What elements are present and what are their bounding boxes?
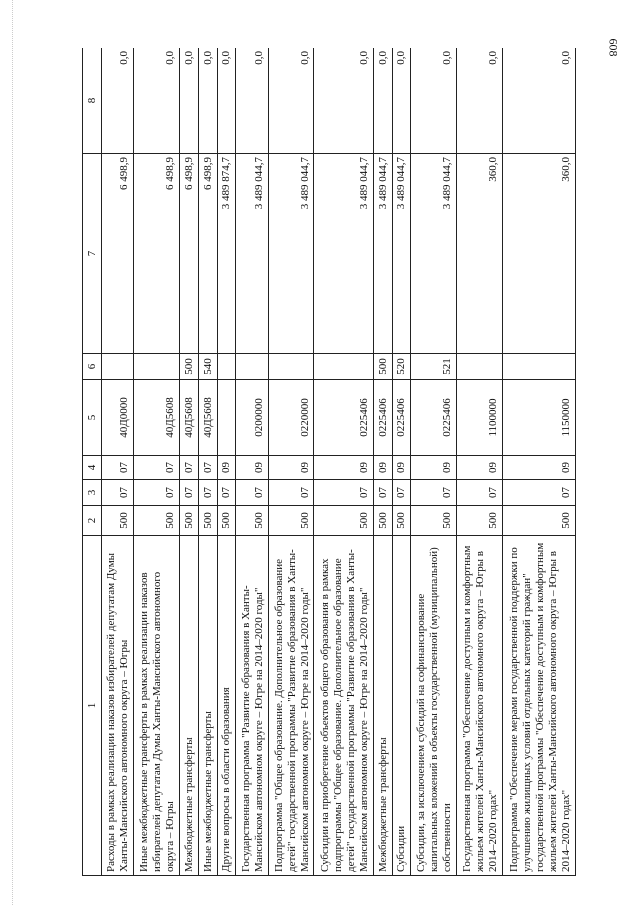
- row-description: Расходы в рамках реализации наказов избирателей депутатам Думы Ханты-Мансийского автономного округа – Югры: [102, 536, 134, 876]
- expense-type-code: 540: [198, 354, 217, 380]
- admin-code: 500: [236, 506, 268, 536]
- admin-code: 500: [268, 506, 314, 536]
- subsection-code: 07: [180, 456, 199, 480]
- amount-value: 6 498,9: [180, 154, 199, 354]
- amount-value: 3 489 044,7: [314, 154, 373, 354]
- admin-code: 500: [373, 506, 392, 536]
- section-code: 07: [373, 480, 392, 506]
- subsection-code: 09: [268, 456, 314, 480]
- column-header: 7: [83, 154, 102, 354]
- table-row: [217, 48, 236, 876]
- target-item-code: 0225406: [392, 380, 411, 456]
- expense-type-code: [217, 354, 236, 380]
- subsection-code: 07: [134, 456, 180, 480]
- amount-value: 3 489 874,7: [217, 154, 236, 354]
- margin-guide: [12, 0, 13, 905]
- expense-type-code: [502, 354, 575, 380]
- admin-code: 500: [217, 506, 236, 536]
- section-code: 07: [268, 480, 314, 506]
- subsection-code: 07: [102, 456, 134, 480]
- table-header-row: [83, 48, 102, 876]
- column-header: 4: [83, 456, 102, 480]
- expense-type-code: 520: [392, 354, 411, 380]
- target-item-code: 0225406: [373, 380, 392, 456]
- amount-value-2: 0,0: [314, 48, 373, 154]
- amount-value: 6 498,9: [198, 154, 217, 354]
- target-item-code: 1150000: [502, 380, 575, 456]
- admin-code: 500: [198, 506, 217, 536]
- admin-code: 500: [180, 506, 199, 536]
- amount-value: 3 489 044,7: [392, 154, 411, 354]
- admin-code: 500: [411, 506, 457, 536]
- section-code: 07: [134, 480, 180, 506]
- table-container: [82, 48, 576, 876]
- section-code: 07: [411, 480, 457, 506]
- amount-value-2: 0,0: [373, 48, 392, 154]
- expense-type-code: [314, 354, 373, 380]
- budget-table: [82, 48, 576, 876]
- expense-type-code: [457, 354, 503, 380]
- section-code: 07: [314, 480, 373, 506]
- section-code: 07: [217, 480, 236, 506]
- row-description: Субсидии: [392, 536, 411, 876]
- section-code: 07: [392, 480, 411, 506]
- amount-value: 6 498,9: [102, 154, 134, 354]
- amount-value-2: 0,0: [411, 48, 457, 154]
- section-code: 07: [180, 480, 199, 506]
- target-item-code: 40Д5608: [180, 380, 199, 456]
- page-number: 608: [606, 38, 621, 57]
- section-code: 07: [102, 480, 134, 506]
- row-description: Межбюджетные трансферты: [373, 536, 392, 876]
- row-description: Межбюджетные трансферты: [180, 536, 199, 876]
- amount-value-2: 0,0: [392, 48, 411, 154]
- target-item-code: 1100000: [457, 380, 503, 456]
- subsection-code: 09: [502, 456, 575, 480]
- amount-value: 3 489 044,7: [268, 154, 314, 354]
- expense-type-code: [268, 354, 314, 380]
- target-item-code: 0225406: [314, 380, 373, 456]
- amount-value-2: 0,0: [502, 48, 575, 154]
- subsection-code: 09: [236, 456, 268, 480]
- amount-value-2: 0,0: [134, 48, 180, 154]
- column-header: 2: [83, 506, 102, 536]
- target-item-code: 0225406: [411, 380, 457, 456]
- table-row: [314, 48, 373, 876]
- table-row: [457, 48, 503, 876]
- table-row: [502, 48, 575, 876]
- amount-value-2: 0,0: [102, 48, 134, 154]
- expense-type-code: [236, 354, 268, 380]
- row-description: Государственная программа "Обеспечение доступным и комфортным жильем жителей Ханты-Мансийского автономного округа – Югры в 2014–2020 годах": [457, 536, 503, 876]
- amount-value: 3 489 044,7: [236, 154, 268, 354]
- table-row: [392, 48, 411, 876]
- table-row: [373, 48, 392, 876]
- row-description: Иные межбюджетные трансферты: [198, 536, 217, 876]
- rotated-table-wrapper: [82, 48, 576, 876]
- target-item-code: 0220000: [268, 380, 314, 456]
- table-row: [198, 48, 217, 876]
- amount-value-2: 0,0: [236, 48, 268, 154]
- section-code: 07: [457, 480, 503, 506]
- column-header: 6: [83, 354, 102, 380]
- subsection-code: 07: [198, 456, 217, 480]
- amount-value-2: 0,0: [217, 48, 236, 154]
- amount-value: 3 489 044,7: [373, 154, 392, 354]
- admin-code: 500: [502, 506, 575, 536]
- table-row: [134, 48, 180, 876]
- table-row: [268, 48, 314, 876]
- subsection-code: 09: [411, 456, 457, 480]
- amount-value-2: 0,0: [198, 48, 217, 154]
- row-description: Другие вопросы в области образования: [217, 536, 236, 876]
- column-header: 5: [83, 380, 102, 456]
- row-description: Субсидии, за исключением субсидий на софинансирование капитальных вложений в объекты государственной (муниципальной) собственности: [411, 536, 457, 876]
- row-description: Субсидии на приобретение объектов общего образования в рамках подпрограммы "Общее образование. Дополнительное образование детей" государственной программы "Развитие образования в Ханты-Мансийском автономном округе – Югре на 2014–2020 годы": [314, 536, 373, 876]
- row-description: Государственная программа "Развитие образования в Ханты-Мансийском автономном округе – Югре на 2014–2020 годы": [236, 536, 268, 876]
- target-item-code: 40Д5608: [134, 380, 180, 456]
- subsection-code: 09: [373, 456, 392, 480]
- column-header: 3: [83, 480, 102, 506]
- table-row: [102, 48, 134, 876]
- admin-code: 500: [134, 506, 180, 536]
- expense-type-code: [102, 354, 134, 380]
- subsection-code: 09: [314, 456, 373, 480]
- amount-value-2: 0,0: [268, 48, 314, 154]
- amount-value-2: 0,0: [180, 48, 199, 154]
- target-item-code: [217, 380, 236, 456]
- expense-type-code: 521: [411, 354, 457, 380]
- expense-type-code: [134, 354, 180, 380]
- row-description: Иные межбюджетные трансферты в рамках реализации наказов избирателей депутатам Думы Ханты-Мансийского автономного округа – Югры: [134, 536, 180, 876]
- admin-code: 500: [314, 506, 373, 536]
- section-code: 07: [502, 480, 575, 506]
- amount-value-2: 0,0: [457, 48, 503, 154]
- admin-code: 500: [102, 506, 134, 536]
- amount-value: 360,0: [457, 154, 503, 354]
- table-row: [236, 48, 268, 876]
- column-header: 1: [83, 536, 102, 876]
- admin-code: 500: [457, 506, 503, 536]
- amount-value: 6 498,9: [134, 154, 180, 354]
- target-item-code: 40Д0000: [102, 380, 134, 456]
- table-row: [411, 48, 457, 876]
- expense-type-code: 500: [373, 354, 392, 380]
- amount-value: 360,0: [502, 154, 575, 354]
- subsection-code: 09: [457, 456, 503, 480]
- target-item-code: 40Д5608: [198, 380, 217, 456]
- subsection-code: 09: [392, 456, 411, 480]
- subsection-code: 09: [217, 456, 236, 480]
- admin-code: 500: [392, 506, 411, 536]
- row-description: Подпрограмма "Общее образование. Дополнительное образование детей" государственной программы "Развитие образования в Ханты-Мансийском автономном округе – Югре на 2014–2020 годы": [268, 536, 314, 876]
- amount-value: 3 489 044,7: [411, 154, 457, 354]
- row-description: Подпрограмма "Обеспечение мерами государственной поддержки по улучшению жилищных условий отдельных категорий граждан" государственной программы "Обеспечение доступным и комфортным жильем жителей Ханты-Мансийского автономного округа – Югры в 2014–2020 годах": [502, 536, 575, 876]
- table-row: [180, 48, 199, 876]
- section-code: 07: [236, 480, 268, 506]
- target-item-code: 0200000: [236, 380, 268, 456]
- section-code: 07: [198, 480, 217, 506]
- column-header: 8: [83, 48, 102, 154]
- expense-type-code: 500: [180, 354, 199, 380]
